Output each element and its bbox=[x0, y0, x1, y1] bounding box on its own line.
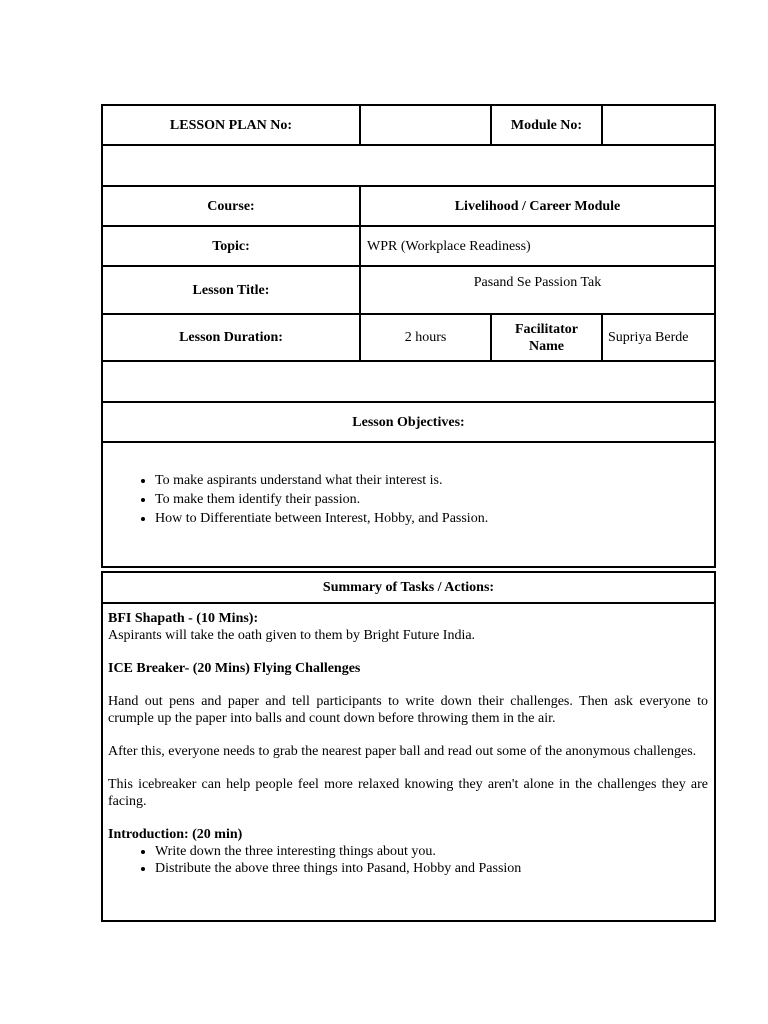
facilitator-label bbox=[492, 315, 601, 360]
lesson-plan-value bbox=[361, 106, 490, 144]
intro-item: • Distribute the above three things into Pasand, Hobby and Passion bbox=[155, 860, 708, 877]
lesson-plan-label: LESSON PLAN No: bbox=[169, 117, 293, 133]
bfi-text: Aspirants will take the oath given to them by Bright Future India. bbox=[108, 628, 476, 643]
objective-item: • How to Differentiate between Interest, Hobby, and Passion. bbox=[155, 509, 714, 528]
summary-heading: Summary of Tasks / Actions: bbox=[322, 580, 495, 595]
ice-paragraph-3: This icebreaker can help people feel more relaxed knowing they aren't alone in the challenges they are facing. bbox=[108, 777, 708, 809]
objective-item: • To make them identify their passion. bbox=[155, 490, 714, 509]
intro-heading: Introduction: (20 min) bbox=[108, 827, 243, 842]
module-label: Module No: bbox=[510, 117, 583, 133]
course-value: Livelihood / Career Module bbox=[454, 198, 621, 214]
duration-value: 2 hours bbox=[404, 330, 447, 345]
module-value bbox=[603, 106, 714, 144]
lesson-title-value: Pasand Se Passion Tak bbox=[473, 274, 602, 290]
row-divider bbox=[101, 602, 716, 604]
objectives-heading: Lesson Objectives: bbox=[352, 414, 465, 430]
ice-paragraph-2: After this, everyone needs to grab the nearest paper ball and read out some of the anonymous challenges. bbox=[108, 744, 697, 759]
duration-label: Lesson Duration: bbox=[179, 330, 283, 345]
ice-paragraph-1: Hand out pens and paper and tell participants to write down their challenges. Then ask everyone to crumple up the paper into balls and count down before throwing them in the air. bbox=[108, 694, 708, 726]
facilitator-value: Supriya Berde bbox=[608, 330, 689, 345]
summary-content bbox=[108, 610, 708, 877]
objectives-list-container bbox=[103, 471, 714, 528]
row-divider bbox=[101, 144, 716, 146]
course-label: Course: bbox=[207, 198, 255, 214]
intro-list bbox=[108, 843, 708, 877]
lesson-title-label: Lesson Title: bbox=[192, 282, 270, 298]
topic-label: Topic: bbox=[212, 238, 250, 254]
bfi-heading: BFI Shapath - (10 Mins): bbox=[108, 611, 259, 626]
row-divider bbox=[101, 360, 716, 362]
objectives-list bbox=[103, 471, 714, 528]
row-divider bbox=[101, 441, 716, 443]
ice-heading: ICE Breaker- (20 Mins) Flying Challenges bbox=[108, 661, 361, 676]
facilitator-label-line1: Facilitator bbox=[515, 321, 578, 337]
col-divider bbox=[601, 313, 603, 361]
facilitator-label-line2: Name bbox=[529, 338, 564, 354]
intro-item: • Write down the three interesting things about you. bbox=[155, 843, 708, 860]
topic-value: WPR (Workplace Readiness) bbox=[367, 238, 531, 254]
objective-item: • To make aspirants understand what their interest is. bbox=[155, 471, 714, 490]
